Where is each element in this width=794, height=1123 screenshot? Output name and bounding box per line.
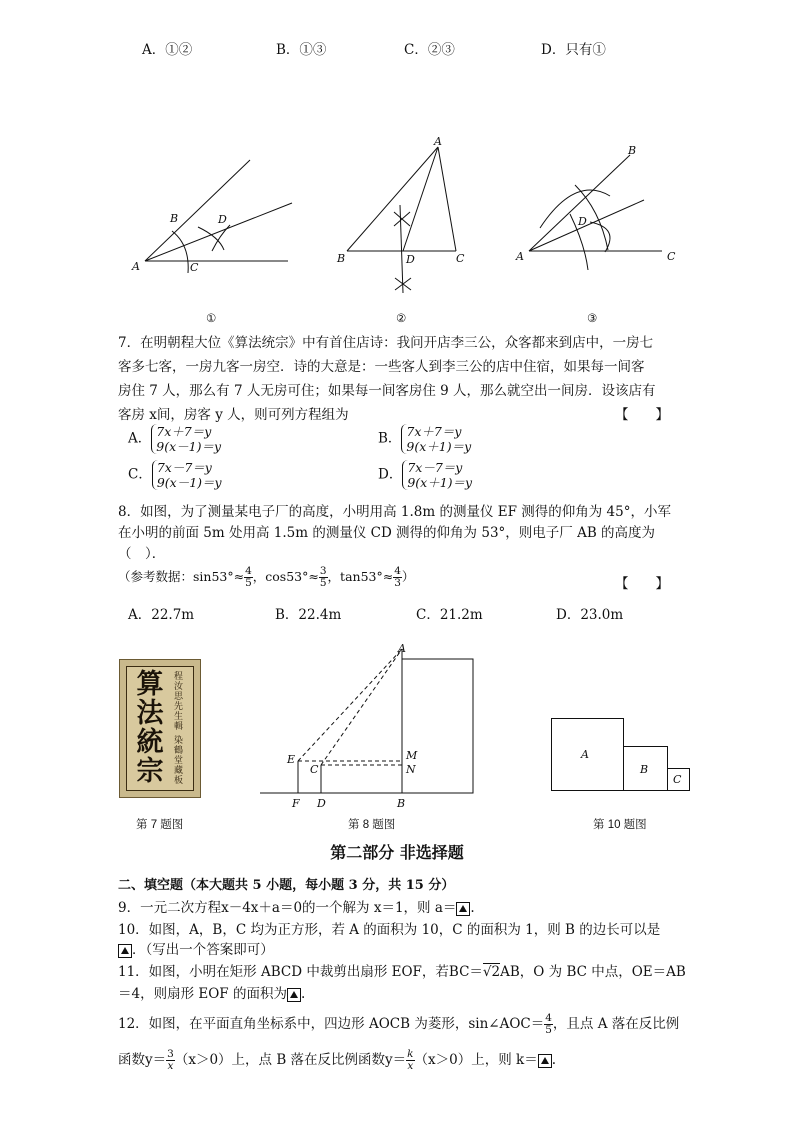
q7-option-b: B． 7x＋7＝y 9(x＋1)＝y [378,424,472,454]
answer-blank-icon [538,1054,552,1068]
q7-line-4: 客房 x间，房客 y 人，则可列方程组为 [118,407,349,423]
svg-text:A: A [434,135,442,148]
svg-text:B: B [337,252,346,265]
q11-line-2: ＝4，则扇形 EOF 的面积为 . [118,986,306,1002]
q8-option-a: A．22.7m [128,607,195,623]
svg-text:D: D [317,797,326,810]
svg-text:B: B [170,212,179,225]
section2-heading: 二、填空题（本大题共 5 小题，每小题 3 分，共 15 分） [118,878,455,893]
square-b [623,746,668,791]
q6-construction-figures [120,130,720,330]
svg-text:C: C [190,261,199,274]
fig6-label-2: ② [396,313,407,325]
part2-title: 第二部分 非选择题 [330,843,464,862]
square-c [667,768,690,791]
q7-line-2: 客多七客，一房九客一房空．诗的大意是：一些客人到李三公的店中住宿，如果每一间客 [118,359,645,375]
svg-text:A: A [516,250,524,263]
svg-text:B: B [628,144,637,157]
q8-reference-data: （参考数据：sin53°≈ $\frac{4}{5}$ ，cos53°≈ $\frac{3}{5}$ ，tan53°≈ $\frac{4}{3}$ ） [118,565,415,589]
svg-text:E: E [287,753,296,766]
square-b-label: B [640,763,649,776]
q8-line-2: 在小明的前面 5m 处用高 1.5m 的测量仪 CD 测得的仰角为 53°，则电子厂 AB 的高度为 [118,525,656,541]
svg-text:A: A [398,643,406,655]
svg-text:C: C [310,763,319,776]
q8-option-d: D．23.0m [556,607,624,623]
square-a-label: A [581,748,589,761]
q6-option-b: B．①③ [276,42,327,58]
q10-line-1: 10．如图，A，B，C 均为正方形，若 A 的面积为 10，C 的面积为 1，则 B 的边长可以是 [118,922,661,938]
q7-option-d: D． 7x－7＝y 9(x＋1)＝y [378,460,473,490]
fig6-label-3: ③ [587,313,598,325]
fig6-label-1: ① [206,313,217,325]
svg-text:D: D [218,213,227,226]
q7-option-a: A． 7x＋7＝y 9(x－1)＝y [128,424,222,454]
q12-line-2: 函数y＝ $\frac{3}{x}$ （x＞0）上，点 B 落在反比例函数y＝ $\frac{k}{x}$ （x＞0）上，则 k＝ . [118,1048,557,1072]
q10-line-2: ．（写出一个答案即可） [118,938,274,958]
book-cover-title: 算法統宗 [136,669,164,787]
q8-figure [255,643,485,813]
q11-line-1: 11．如图，小明在矩形 ABCD 中裁剪出扇形 EOF，若BC＝√2AB，O 为 BC 中点，OE＝AB [118,964,686,980]
q8-option-b: B．22.4m [275,607,342,623]
svg-text:D: D [578,215,587,228]
book-cover-side-text: 程汝思先生輯 [174,672,184,732]
q7-answer-bracket: 【 】 [615,407,669,423]
book-cover-bottom-text: 染鶴堂藏板 [174,736,184,786]
q8-answer-bracket: 【 】 [615,576,669,592]
q12-line-1: 12．如图，在平面直角坐标系中，四边形 AOCB 为菱形，sin∠AOC＝ $\frac{4}{5}$ ，且点 A 落在反比例 [118,1012,680,1036]
q6-option-d: D．只有① [541,42,606,58]
square-a [551,718,624,791]
caption-q10: 第 10 题图 [593,819,647,831]
caption-q8: 第 8 题图 [348,819,396,831]
book-cover-image [119,659,201,798]
svg-text:N: N [406,763,416,776]
svg-text:B: B [397,797,406,810]
q7-line-1: 7．在明朝程大位《算法统宗》中有首住店诗：我问开店李三公，众客都来到店中，一房七 [118,335,654,351]
q7-option-c: C． 7x－7＝y 9(x－1)＝y [128,460,222,490]
answer-blank-icon [456,902,470,916]
svg-text:D: D [406,253,415,266]
q9: 9．一元二次方程x－4x＋a＝0的一个解为 x＝1，则 a＝ . [118,900,475,916]
svg-text:A: A [132,260,140,273]
svg-text:F: F [292,797,300,810]
q8-line-3: （ ）． [118,546,166,562]
q6-option-a: A．①② [142,42,193,58]
answer-blank-icon [287,988,301,1002]
caption-q7: 第 7 题图 [136,819,184,831]
q7-line-3: 房住 7 人，那么有 7 人无房可住；如果每一间客房住 9 人，那么就空出一间房．设该店有 [118,383,656,399]
answer-blank-icon [118,944,132,958]
svg-text:C: C [667,250,676,263]
svg-text:M: M [406,749,418,762]
q8-option-c: C．21.2m [416,607,483,623]
svg-text:C: C [456,252,465,265]
q8-line-1: 8．如图，为了测量某电子厂的高度，小明用高 1.8m 的测量仪 EF 测得的仰角为 45°，小军 [118,504,671,520]
q6-option-c: C．②③ [404,42,455,58]
square-c-label: C [673,773,682,786]
